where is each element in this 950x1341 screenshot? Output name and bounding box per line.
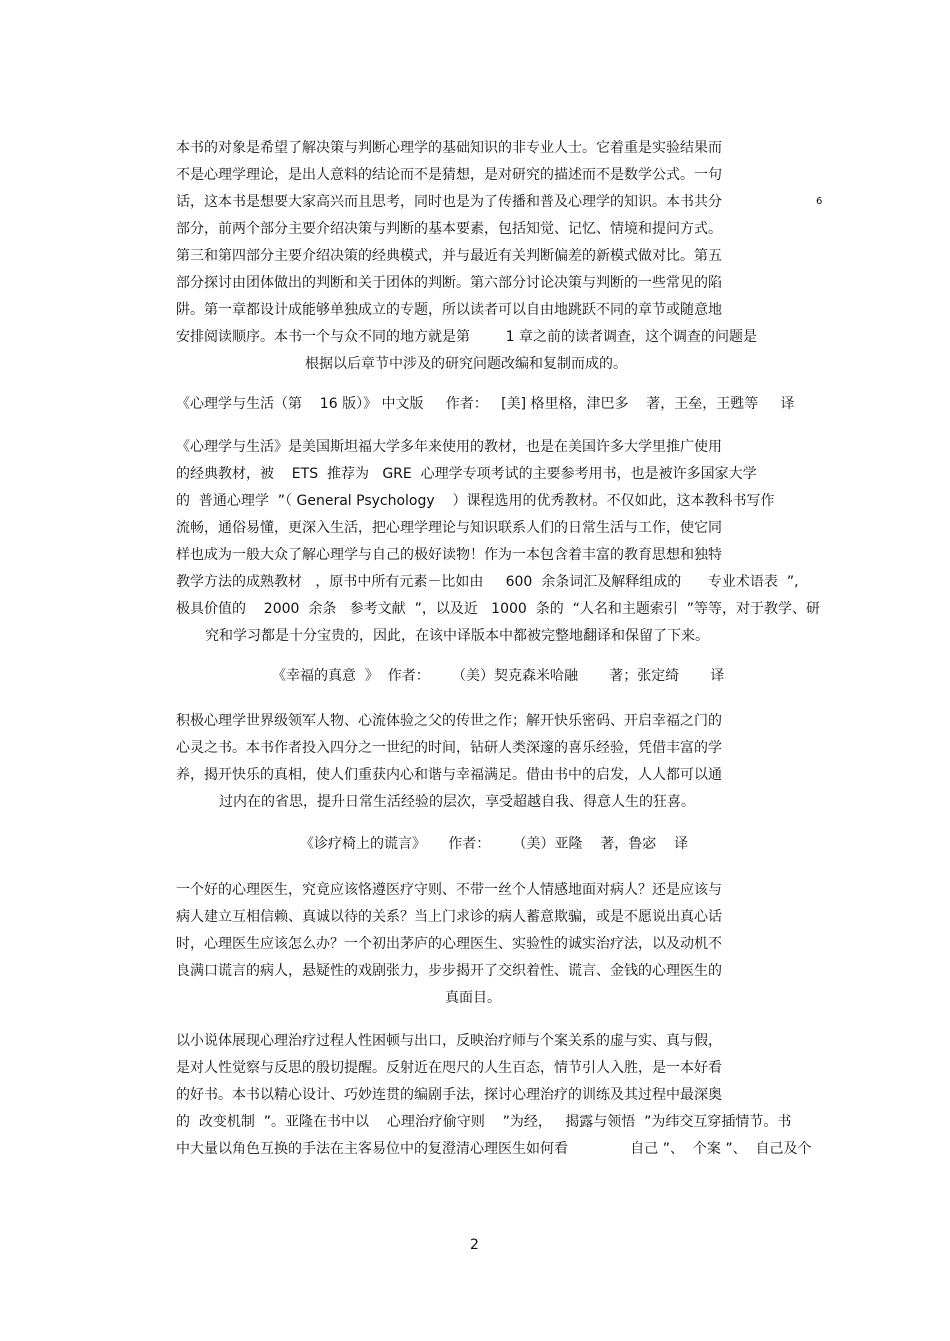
text-line: 的 改变机制 ”。亚隆在书中以 心理治疗偷守则 ”为经， 揭露与领悟 ”为纬交互穿插情节。书 [176,1114,792,1130]
text-line: 一个好的心理医生，究竟应该恪遵医疗守则、不带一丝个人情感地面对病人？还是应该与 [176,882,722,898]
text-line: 心灵之书。本书作者投入四分之一世纪的时间，钻研人类深邃的喜乐经验，凭借丰富的学 [176,740,722,756]
text-line: 不是心理学理论，是出人意料的结论而不是猜想，是对研究的描述而不是数学公式。一句 [176,167,722,183]
text-line: 的经典教材，被 ETS 推荐为 GRE 心理学专项考试的主要参考用书，也是被许多国家大学 [176,466,757,482]
text-line: 病人建立互相信赖、真诚以待的关系？当上门求诊的病人蓄意欺骗，或是不愿说出真心话 [176,909,722,925]
text-line: 部分，前两个部分主要介绍决策与判断的基本要素，包括知觉、记忆、情境和提问方式。 [176,221,722,237]
text-line: 以小说体展现心理治疗过程人性困顿与出口，反映治疗师与个案关系的虚与实、真与假， [176,1033,722,1049]
book-title-line: 《心理学与生活（第 16 版）》 中文版 作者： [美] 格里格，津巴多 著，王垒，王甦等 译 [176,396,795,412]
text-line: 中大量以角色互换的手法在主客易位中的复澄清心理医生如何看 自己 ”、 个案 ”、 自己及个 [176,1141,812,1157]
text-line: 本书的对象是希望了解决策与判断心理学的基础知识的非专业人士。它着重是实验结果而 [176,140,722,156]
text-line: 根据以后章节中涉及的研究问题改编和复制而成的。 [305,356,627,372]
page-number: 2 [470,1237,479,1253]
text-line: 时，心理医生应该怎么办？一个初出茅庐的心理医生、实验性的诚实治疗法，以及动机不 [176,936,722,952]
text-line: 的 普通心理学 ”（ General Psychology ）课程选用的优秀教材。不仅如此，这本教科书写作 [176,493,775,509]
text-line: 极具价值的 2000 余条 参考文献 ”，以及近 1000 条的 “人名和主题索引 ”等等，对于教学、研 [176,601,821,617]
text-line: 阱。第一章都设计成能够单独成立的专题，所以读者可以自由地跳跃不同的章节或随意地 [176,302,722,318]
text-line: 第三和第四部分主要介绍决策的经典模式，并与最近有关判断偏差的新模式做对比。第五 [176,248,722,264]
text-line: 流畅，通俗易懂，更深入生活，把心理学理论与知识联系人们的日常生活与工作，使它同 [176,520,722,536]
text-line: 究和学习都是十分宝贵的，因此，在该中译版本中都被完整地翻译和保留了下来。 [205,628,709,644]
text-line: 部分探讨由团体做出的判断和关于团体的判断。第六部分讨论决策与判断的一些常见的陷 [176,275,722,291]
text-line: 样也成为一般大众了解心理学与自己的极好读物！作为一本包含着丰富的教育思想和独特 [176,547,722,563]
text-line: 话，这本书是想要大家高兴而且思考，同时也是为了传播和普及心理学的知识。本书共分 [176,194,722,210]
text-line: 安排阅读顺序。本书一个与众不同的地方就是第 1 章之前的读者调查，这个调查的问题是 [176,329,757,345]
text-line: 教学方法的成熟教材 ，原书中所有元素－比如由 600 余条词汇及解释组成的 专业术语表 ”, [176,574,799,590]
chapter-count-number: 6 [816,196,823,207]
text-line: 养，揭开快乐的真相，使人们重获内心和谐与幸福满足。借由书中的启发，人人都可以通 [176,767,722,783]
text-line: 真面目。 [445,990,501,1006]
text-line: 积极心理学世界级领军人物、心流体验之父的传世之作；解开快乐密码、开启幸福之门的 [176,713,722,729]
text-line: 《心理学与生活》是美国斯坦福大学多年来使用的教材，也是在美国许多大学里推广使用 [176,439,722,455]
text-line: 是对人性觉察与反思的殷切提醒。反射近在咫尺的人生百态，情节引人入胜，是一本好看 [176,1060,722,1076]
book-title-line: 《诊疗椅上的谎言》 作者： （美）亚隆 著，鲁宓 译 [300,836,689,852]
book-title-line: 《幸福的真意 》 作者： （美）契克森米哈融 著；张定绮 译 [272,668,725,684]
text-line: 的好书。本书以精心设计、巧妙连贯的编剧手法，探讨心理治疗的训练及其过程中最深奥 [176,1087,722,1103]
text-line: 良满口谎言的病人，悬疑性的戏剧张力，步步揭开了交织着性、谎言、金钱的心理医生的 [176,963,722,979]
text-line: 过内在的省思，提升日常生活经验的层次，享受超越自我、得意人生的狂喜。 [219,794,695,810]
